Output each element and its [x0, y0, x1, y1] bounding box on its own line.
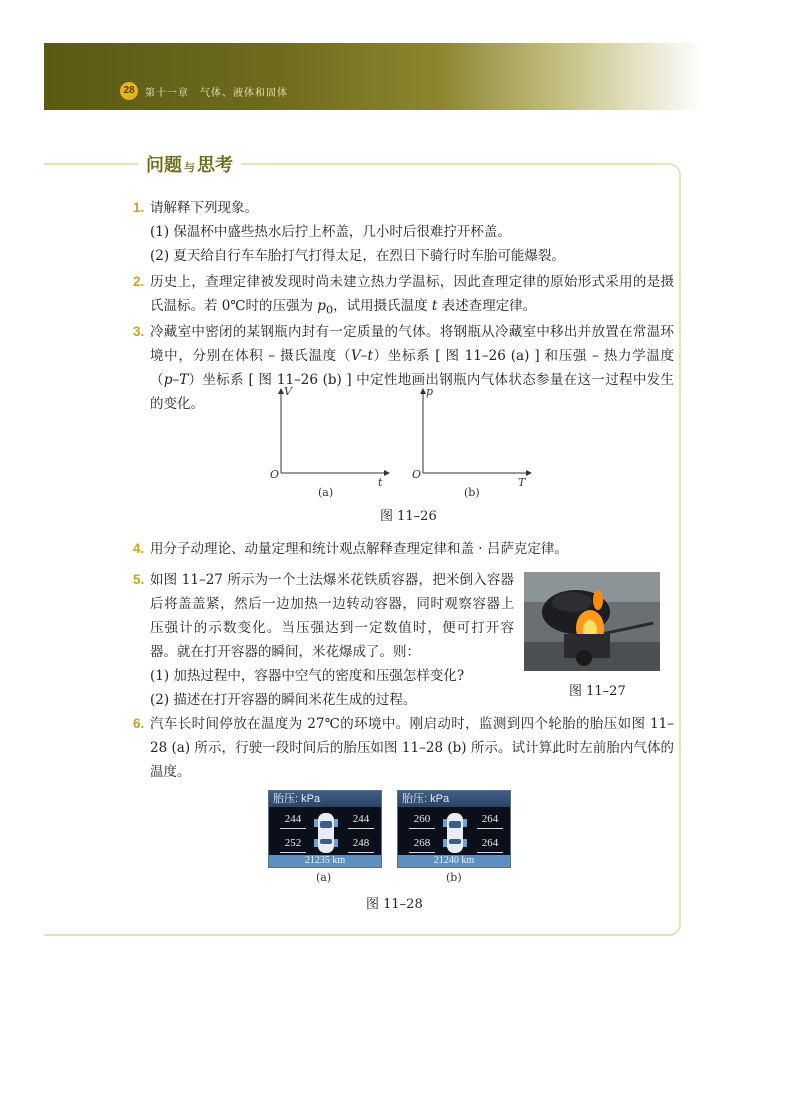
axis-label-T: T [518, 476, 526, 489]
odometer: 21240 km [398, 855, 510, 867]
axis-label-v: V [284, 385, 292, 398]
text-run: ，试用摄氏温度 [333, 298, 432, 314]
page-number: 28 [120, 82, 138, 100]
tire-rear-right: 264 [481, 837, 499, 849]
header-band [44, 43, 704, 110]
math-vt: V–t [351, 348, 373, 364]
question-number: 1. [133, 200, 145, 215]
question-5 [134, 568, 514, 712]
math-t: t [431, 298, 438, 314]
text-run: 表述查理定律。 [437, 298, 537, 314]
section-title-c: 思考 [197, 155, 233, 176]
divider [280, 828, 306, 829]
caption-b: (b) [464, 486, 480, 499]
question-text: 汽车长时间停放在温度为 27℃的环境中。刚启动时，监测到四个轮胎的胎压如图 11–28 (a) 所示，行驶一段时间后的胎压如图 11–28 (b) 所示。试计算此时左前胎内气体的温度。 [150, 716, 674, 780]
figure-11-26-axes [265, 385, 555, 490]
divider [348, 828, 374, 829]
divider [409, 852, 435, 853]
math-sub: 0 [325, 303, 334, 317]
text-run: ）坐标系 [ 图 11–26 (a) ] 和压强 – 热力学温度（ [150, 348, 674, 388]
section-title-a: 问题 [146, 155, 182, 176]
figure-caption-11-26: 图 11–26 [380, 509, 437, 524]
question-text: 用分子动理论、动量定理和统计观点解释查理定律和盖 · 吕萨克定律。 [150, 541, 568, 557]
sub-question: (2) 描述在打开容器的瞬间米花生成的过程。 [150, 692, 417, 708]
question-number: 5. [133, 572, 145, 587]
question-text [134, 270, 674, 323]
figure-caption-11-27: 图 11–27 [569, 684, 626, 699]
tire-front-right: 244 [352, 813, 370, 825]
question-1 [134, 196, 674, 268]
axis-label-p: p [426, 385, 434, 398]
origin-label: O [270, 468, 280, 481]
question-6 [134, 712, 674, 784]
text-run: 冷藏室中密闭的某钢瓶内封有一定质量的气体。将钢瓶从冷藏室中移出并放置在常温环境中，分别在体积 – 摄氏温度（ [150, 324, 674, 364]
odometer: 21235 km [269, 855, 381, 867]
sub-question: (2) 夏天给自行车车胎打气打得太足，在烈日下骑行时车胎可能爆裂。 [150, 248, 565, 264]
origin-label: O [412, 468, 422, 481]
tire-rear-left: 252 [284, 837, 302, 849]
tire-rear-left: 268 [413, 837, 431, 849]
question-number: 2. [133, 274, 145, 289]
divider [280, 852, 306, 853]
tire-pressure-panel-b [397, 790, 511, 868]
caption-a: (a) [316, 871, 332, 884]
tire-front-right: 264 [481, 813, 499, 825]
divider [409, 828, 435, 829]
figure-caption-11-28: 图 11–28 [366, 897, 423, 912]
question-text: 如图 11–27 所示为一个土法爆米花铁质容器，把米倒入容器后将盖盖紧，然后一边加热一边转动容器，同时观察容器上压强计的示数变化。当压强达到一定数值时，便可打开容器。就在打开容器的瞬间，米花爆成了。则： [150, 572, 514, 660]
car-icon [442, 811, 468, 855]
math-pt: p–T [163, 372, 189, 388]
panel-header: 胎压: kPa [398, 791, 510, 807]
sub-question: (1) 加热过程中，容器中空气的密度和压强怎样变化? [150, 668, 465, 684]
question-number: 4. [133, 541, 145, 556]
question-number: 6. [133, 716, 145, 731]
divider [477, 828, 503, 829]
sub-question: (1) 保温杯中盛些热水后拧上杯盖，几小时后很难拧开杯盖。 [150, 224, 511, 240]
math-p: p [317, 298, 326, 314]
question-text: 请解释下列现象。 [150, 200, 258, 216]
panel-header: 胎压: kPa [269, 791, 381, 807]
text-run: ）坐标系 [ 图 11–26 (b) ] 中定性地画出钢瓶内气体状态参量在这一过程中发生的变化。 [150, 372, 675, 412]
divider [348, 852, 374, 853]
caption-a: (a) [318, 486, 334, 499]
tire-rear-right: 248 [352, 837, 370, 849]
tire-front-left: 260 [413, 813, 431, 825]
text-run: 历史上，查理定律被发现时尚未建立热力学温标，因此查理定律的原始形式采用的是摄氏温标。若 0℃时的压强为 [150, 274, 674, 314]
caption-b: (b) [446, 871, 462, 884]
popcorn-machine-photo [524, 572, 660, 671]
chapter-title: 第十一章 气体、液体和固体 [145, 88, 288, 99]
tire-front-left: 244 [284, 813, 302, 825]
car-icon [313, 811, 339, 855]
question-number: 3. [133, 324, 145, 339]
tire-pressure-panel-a [268, 790, 382, 868]
question-4 [134, 537, 674, 561]
axis-label-t: t [378, 476, 383, 489]
divider [477, 852, 503, 853]
question-2 [134, 270, 674, 323]
section-title-b: 与 [184, 161, 195, 174]
title-rule [118, 163, 138, 165]
section-title [138, 151, 241, 177]
